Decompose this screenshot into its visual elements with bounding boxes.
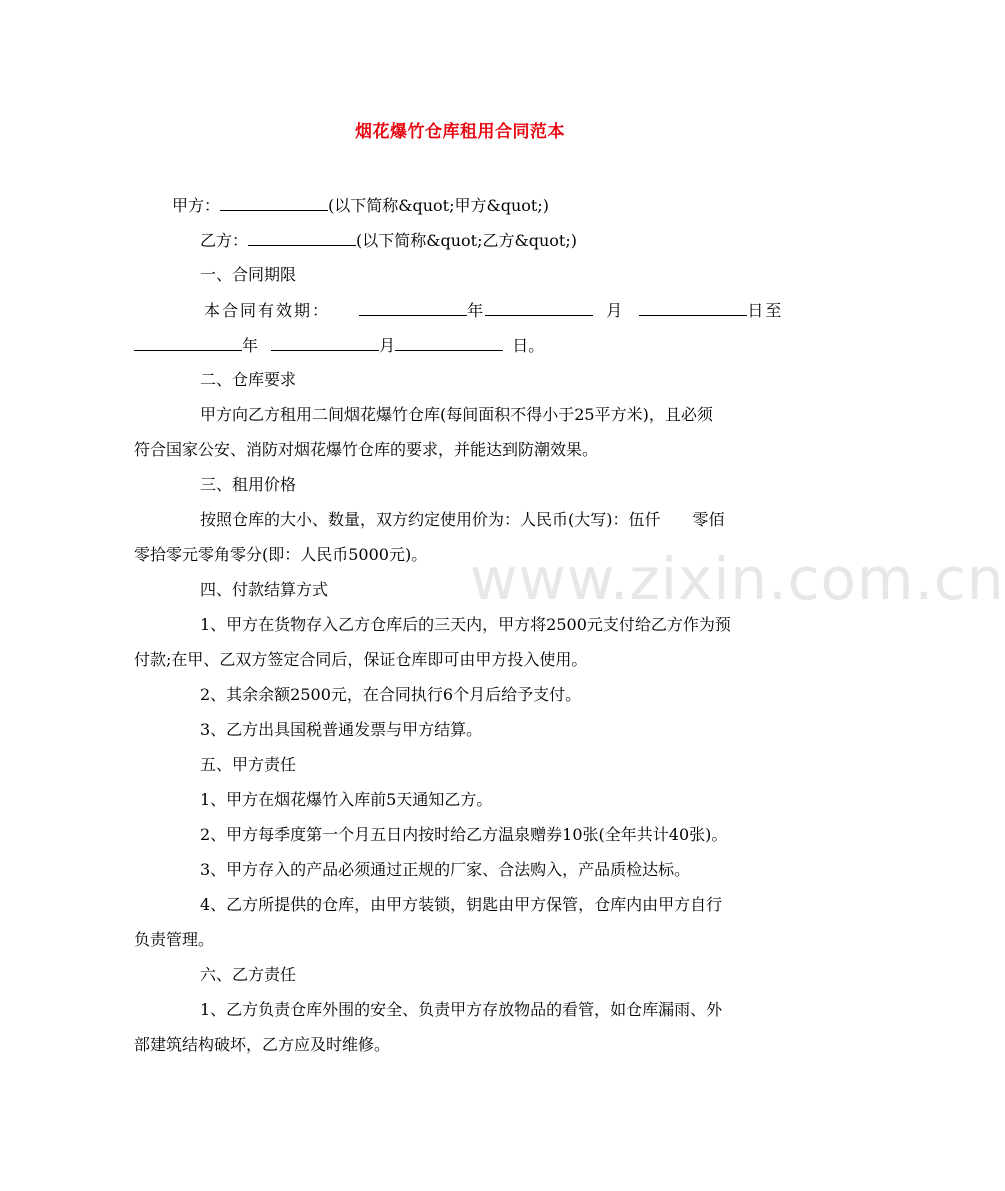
section-3-para-line-1: 按照仓库的大小、数量，双方约定使用价为：人民币(大写)：伍仟 零佰: [200, 510, 725, 529]
section-5-item-1: 1、甲方在烟花爆竹入库前5天通知乙方。: [200, 790, 493, 809]
start-day-blank: [639, 299, 747, 316]
section-6-heading: 六、乙方责任: [200, 965, 297, 984]
section-6-item-1-line-2: 部建筑结构破坏，乙方应及时维修。: [134, 1035, 391, 1054]
party-b-suffix: (以下简称&quot;乙方&quot;): [356, 231, 577, 250]
term-line-1: [204, 299, 783, 322]
end-day-blank: [395, 334, 503, 351]
term-line-2: [134, 334, 544, 357]
end-year-label: 年: [242, 336, 259, 355]
party-a-blank: [220, 194, 328, 211]
party-a-label: 甲方：: [172, 196, 221, 215]
section-5-heading: 五、甲方责任: [200, 755, 297, 774]
start-month-label: 月: [606, 301, 625, 320]
end-month-blank: [271, 334, 379, 351]
section-4-item-3: 3、乙方出具国税普通发票与甲方结算。: [200, 720, 483, 739]
term-prefix: 本合同有效期：: [204, 301, 331, 320]
document-title: 烟花爆竹仓库租用合同范本: [355, 122, 565, 142]
party-b-label: 乙方：: [200, 231, 249, 250]
section-5-item-4-line-2: 负责管理。: [134, 930, 215, 949]
section-4-item-1-line-2: 付款;在甲、乙双方签定合同后，保证仓库即可由甲方投入使用。: [134, 650, 588, 669]
party-b-line: [200, 229, 577, 252]
start-month-blank: [485, 299, 593, 316]
section-3-heading: 三、租用价格: [200, 475, 297, 494]
party-a-suffix: (以下简称&quot;甲方&quot;): [328, 196, 549, 215]
section-4-heading: 四、付款结算方式: [200, 580, 329, 599]
start-day-label: 日至: [747, 301, 784, 320]
section-2-heading: 二、仓库要求: [200, 370, 297, 389]
section-2-para-line-1: 甲方向乙方租用二间烟花爆竹仓库(每间面积不得小于25平方米)，且必须: [200, 405, 713, 424]
section-6-item-1-line-1: 1、乙方负责仓库外围的安全、负责甲方存放物品的看管，如仓库漏雨、外: [200, 1000, 723, 1019]
end-month-label: 月: [379, 336, 396, 355]
section-1-heading: 一、合同期限: [200, 265, 297, 284]
watermark-text: www.zixin.com.cn: [470, 545, 1005, 613]
end-year-blank: [134, 334, 242, 351]
end-day-label: 日。: [512, 336, 545, 355]
party-a-line: [172, 194, 549, 217]
section-4-item-1-line-1: 1、甲方在货物存入乙方仓库后的三天内，甲方将2500元支付给乙方作为预: [200, 615, 731, 634]
section-5-item-2: 2、甲方每季度第一个月五日内按时给乙方温泉赠券10张(全年共计40张)。: [200, 825, 728, 844]
start-year-label: 年: [467, 301, 486, 320]
section-5-item-3: 3、甲方存入的产品必须通过正规的厂家、合法购入，产品质检达标。: [200, 860, 691, 879]
section-2-para-line-2: 符合国家公安、消防对烟花爆竹仓库的要求，并能达到防潮效果。: [134, 440, 599, 459]
section-5-item-4-line-1: 4、乙方所提供的仓库，由甲方装锁，钥匙由甲方保管，仓库内由甲方自行: [200, 895, 723, 914]
start-year-blank: [359, 299, 467, 316]
section-4-item-2: 2、其余余额2500元，在合同执行6个月后给予支付。: [200, 685, 582, 704]
party-b-blank: [248, 229, 356, 246]
section-3-para-line-2: 零拾零元零角零分(即：人民币5000元)。: [134, 545, 428, 564]
